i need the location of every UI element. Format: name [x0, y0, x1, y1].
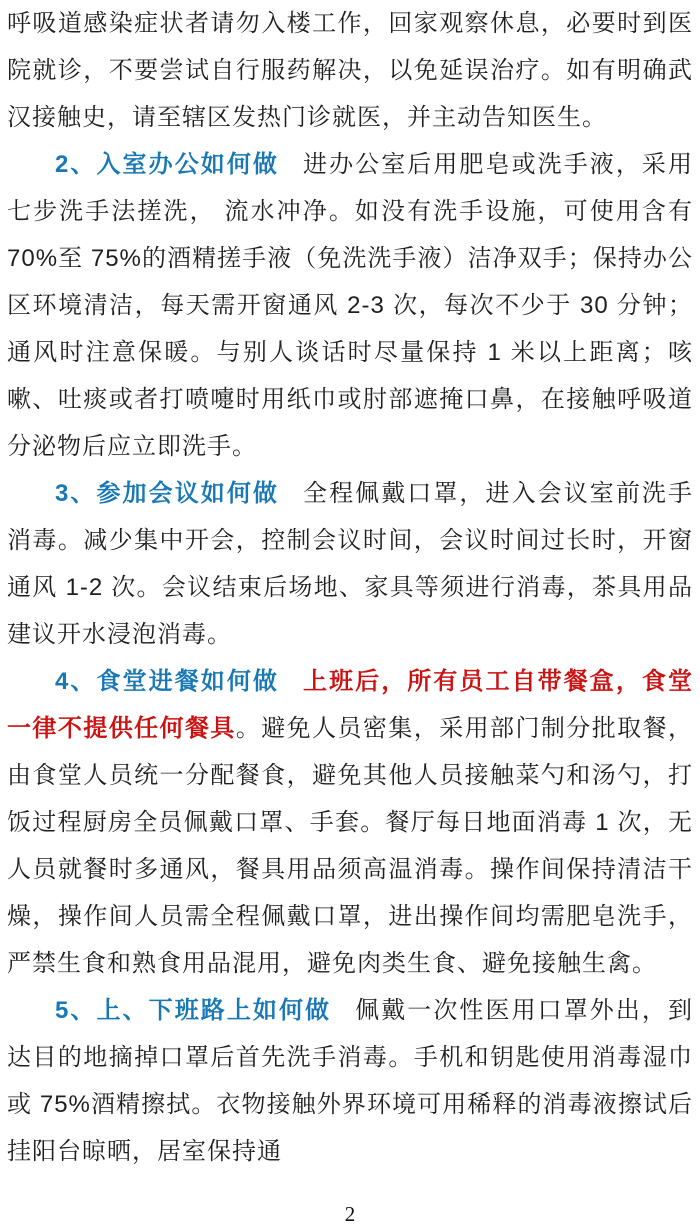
- body-text: 佩戴一次性医用口罩外出，到达目的地摘掉口罩后首先洗手消毒。手机和钥匙使用消毒湿巾或 75%酒精擦拭。衣物接触外界环境可用稀释的消毒液擦试后挂阳台晾晒，居室保持通: [7, 997, 693, 1165]
- page-number: 2: [344, 1202, 356, 1226]
- body-text: 呼吸道感染症状者请勿入楼工作，回家观察休息，必要时到医院就诊，不要尝试自行服药解决，以免延误治疗。如有明确武汉接触史，请至辖区发热门诊就医，并主动告知医生。: [7, 10, 693, 131]
- alert-text-canteen-rule: 上班后，所有员工自带餐盒，食堂一律不提供任何餐具: [7, 668, 693, 742]
- section-heading-commute: 5、上、下班路上如何做: [55, 997, 332, 1024]
- body-text: 。避免人员密集，采用部门制分批取餐，由食堂人员统一分配餐食，避免其他人员接触菜勺和汤勺，打饭过程厨房全员佩戴口罩、手套。餐厅每日地面消毒 1 次，无人员就餐时多通风，餐具用品须高温消毒。操作间保持清洁干燥，操作间人员需全程佩戴口罩，进出操作间均需肥皂洗手，严禁生食和熟食用品混用，避免肉类生食、避免接触生禽。: [7, 715, 694, 977]
- paragraph-section-5: [7, 987, 693, 1175]
- paragraph-continuation: [7, 0, 693, 141]
- section-heading-canteen: 4、食堂进餐如何做: [55, 668, 279, 695]
- paragraph-section-4: [7, 658, 693, 987]
- section-heading-meeting: 3、参加会议如何做: [55, 480, 279, 507]
- body-text: 全程佩戴口罩，进入会议室前洗手消毒。减少集中开会，控制会议时间，会议时间过长时，开窗通风 1-2 次。会议结束后场地、家具等须进行消毒，茶具用品建议开水浸泡消毒。: [7, 480, 693, 648]
- paragraph-section-2: [7, 141, 693, 470]
- paragraph-section-3: [7, 470, 693, 658]
- section-heading-office: 2、入室办公如何做: [55, 151, 279, 178]
- body-text: 进办公室后用肥皂或洗手液，采用七步洗手法搓洗， 流水冲净。如没有洗手设施，可使用含有 70%至 75%的酒精搓手液（免洗洗手液）洁净双手；保持办公区环境清洁，每天需开窗通风 2-3 次，每次不少于 30 分钟；通风时注意保暖。与别人谈话时尽量保持 1 米以上距离；咳嗽、吐痰或者打喷嚏时用纸巾或肘部遮掩口鼻，在接触呼吸道分泌物后应立即洗手。: [7, 151, 693, 460]
